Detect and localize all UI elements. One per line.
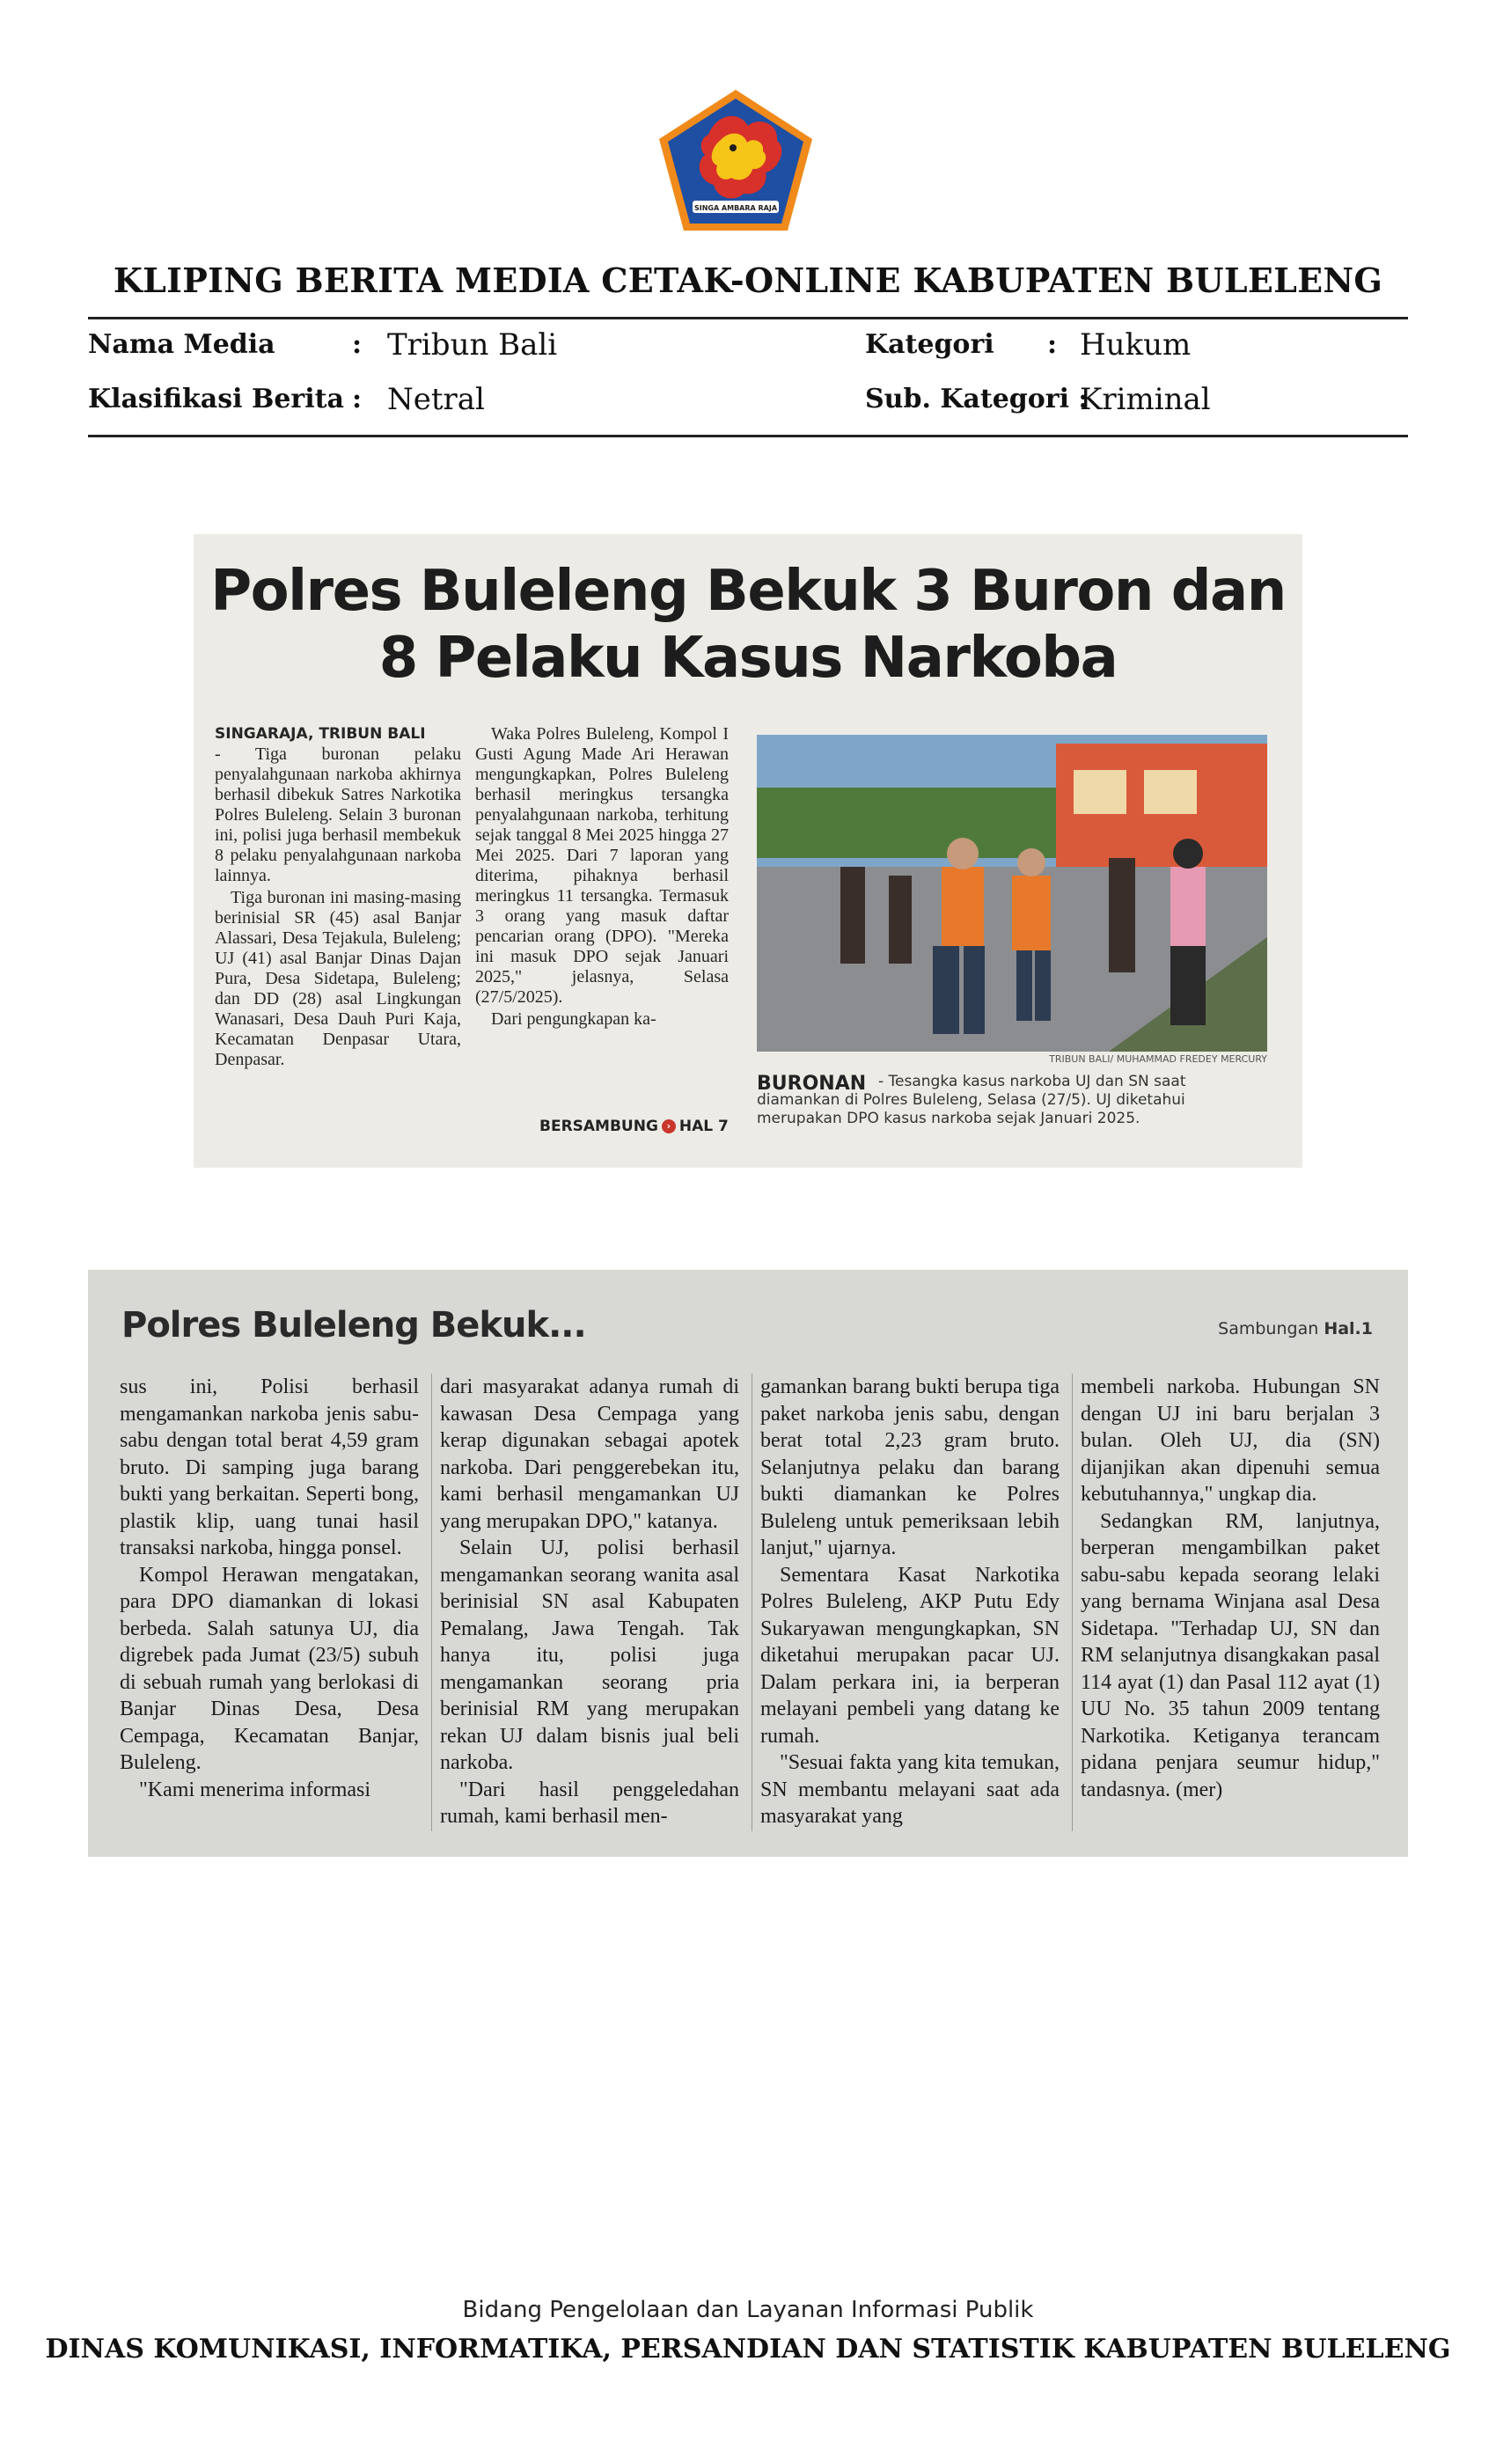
header-top-rule <box>88 317 1408 319</box>
media-value: Tribun Bali <box>387 327 558 363</box>
media-colon: : <box>352 329 363 360</box>
article-paragraph: membeli narkoba. Hubungan SN dengan UJ ini baru berjalan 3 bulan. Oleh UJ, dia (SN) dijanjikan akan dipenuhi semua kebutuhannya," ungkap dia. <box>1081 1375 1380 1506</box>
klasifikasi-label: Klasifikasi Berita <box>88 384 344 414</box>
logo-lettering: SINGA AMBARA RAJA <box>693 204 778 212</box>
subkategori-value: Kriminal <box>1080 382 1211 417</box>
regency-logo <box>656 86 816 234</box>
news-photo <box>757 735 1267 1052</box>
column-divider <box>1072 1374 1073 1831</box>
headline-line-2: 8 Pelaku Kasus Narkoba <box>378 626 1118 691</box>
article-paragraph: - Tiga buronan pelaku penyalahgunaan narkoba akhirnya berhasil dibekuk Satres Narkotika Polres Buleleng. Selain 3 buronan ini, polisi juga berhasil membekuk 8 pelaku penyalahgunaan narkoba lainnya. <box>215 744 461 885</box>
footer-agency: DINAS KOMUNIKASI, INFORMATIKA, PERSANDIAN DAN STATISTIK KABUPATEN BULELENG <box>45 2334 1451 2365</box>
column-divider <box>431 1374 432 1831</box>
article-paragraph: Tiga buronan ini masing-masing berinisial SR (45) asal Banjar Alassari, Desa Tejakula, Buleleng; UJ (41) asal Banjar Dinas Dajan Pura, Desa Sidetapa, Buleleng; dan DD (28) asal Lingkungan Wanasari, Desa Dauh Puri Kaja, Kecamatan Denpasar Utara, Denpasar. <box>215 888 461 1069</box>
article-paragraph: "Sesuai fakta yang kita temukan, SN membantu melayani saat ada masyarakat yang <box>760 1751 1060 1828</box>
continuation-page: Hal.1 <box>1324 1319 1373 1338</box>
header-bottom-rule <box>88 435 1408 437</box>
article-paragraph: "Dari hasil penggeledahan rumah, kami berhasil men- <box>440 1778 739 1828</box>
dateline: SINGARAJA, TRIBUN BALI <box>215 725 426 743</box>
continuation-column-2 <box>440 1374 739 1836</box>
photo-credit: TRIBUN BALI/ MUHAMMAD FREDEY MERCURY <box>1049 1053 1267 1065</box>
continued-label: BERSAMBUNG <box>539 1118 658 1135</box>
news-clipping-continuation <box>88 1270 1408 1857</box>
article-paragraph: gamankan barang bukti berupa tiga paket narkoba jenis sabu, dengan berat total 2,23 gram bruto. Selanjutnya pelaku dan barang bukti diamankan ke Polres Buleleng untuk pemeriksaan lebih lanjut," ujarnya. <box>760 1375 1060 1559</box>
article-paragraph: Waka Polres Buleleng, Kompol I Gusti Agung Made Ari Herawan mengungkapkan, Polres Buleleng berhasil meringkus tersangka penyalahgunaan narkoba, terhitung sejak tanggal 8 Mei 2025 hingga 27 Mei 2025. Dari 7 laporan yang diterima, pihaknya berhasil meringkus 11 tersangka. Termasuk 3 orang yang masuk daftar pencarian orang (DPO). "Mereka ini masuk DPO sejak Januari 2025," jelasnya, Selasa (27/5/2025). <box>475 724 729 1007</box>
continuation-headline: Polres Buleleng Bekuk... <box>121 1305 586 1346</box>
photo-caption-lead: BURONAN <box>757 1073 867 1095</box>
continuation-column-3 <box>760 1374 1060 1836</box>
continuation-column-1 <box>120 1374 419 1836</box>
klasifikasi-value: Netral <box>387 382 485 417</box>
footer-unit: Bidang Pengelolaan dan Layanan Informasi Publik <box>462 2297 1034 2323</box>
media-label: Nama Media <box>88 329 275 360</box>
article-paragraph: Dari pengungkapan ka- <box>491 1009 656 1029</box>
continued-page: HAL 7 <box>678 1118 729 1135</box>
continuation-label: Sambungan <box>1218 1319 1319 1338</box>
klasifikasi-colon: : <box>352 384 363 414</box>
article-paragraph: Kompol Herawan mengatakan, para DPO diamankan di lokasi berbeda. Salah satunya UJ, dia digrebek pada Jumat (23/5) subuh di sebuah rumah yang berlokasi di Banjar Dinas Desa, Desa Cempaga, Kecamatan Banjar, Buleleng. <box>120 1563 419 1774</box>
document-title: KLIPING BERITA MEDIA CETAK-ONLINE KABUPATEN BULELENG <box>113 260 1383 300</box>
article-paragraph: Sementara Kasat Narkotika Polres Buleleng, AKP Putu Edy Sukaryawan mengungkapkan, SN diketahui merupakan pacar UJ. Dalam perkara ini, ia berperan melayani pembeli yang datang ke rumah. <box>760 1563 1060 1748</box>
continuation-column-4 <box>1081 1374 1380 1836</box>
kategori-label: Kategori <box>865 329 994 360</box>
article-paragraph: Selain UJ, polisi berhasil mengamankan seorang wanita asal berinisial SN asal Kabupaten Pemalang, Jawa Tengah. Tak hanya itu, polisi juga mengamankan seorang pria berinisial RM yang merupakan rekan UJ dalam bisnis jual beli narkoba. <box>440 1536 739 1774</box>
headline-line-1: Polres Buleleng Bekuk 3 Buron dan <box>210 559 1286 624</box>
continuation-marker <box>1218 1319 1373 1338</box>
subkategori-label: Sub. Kategori : <box>865 384 1089 414</box>
photo-caption: - Tesangka kasus narkoba UJ dan SN saat diamankan di Polres Buleleng, Selasa (27/5). UJ diketahui merupakan DPO kasus narkoba sejak Januari 2025. <box>757 1073 1186 1127</box>
continued-marker <box>539 1118 729 1135</box>
kategori-colon: : <box>1047 329 1058 360</box>
kategori-value: Hukum <box>1080 327 1192 363</box>
arrow-icon: › <box>662 1119 676 1133</box>
article-paragraph: "Kami menerima informasi <box>139 1778 371 1801</box>
article-paragraph: sus ini, Polisi berhasil mengamankan narkoba jenis sabu-sabu dengan total berat 4,59 gram bruto. Di samping juga barang bukti yang berkaitan. Seperti bong, plastik klip, uang tunai hasil transaksi narkoba, hingga ponsel. <box>120 1375 419 1559</box>
news-clipping-front-page <box>194 534 1302 1168</box>
article-paragraph: Sedangkan RM, lanjutnya, berperan mengambilkan paket sabu-sabu kepada seorang lelaki yang bernama Winjana asal Desa Sidetapa. "Terhadap UJ, SN dan RM selanjutnya disangkakan pasal 114 ayat (1) dan Pasal 112 ayat (1) UU No. 35 tahun 2009 tentang Narkotika. Ketiganya terancam pidana penjara seumur hidup," tandasnya. (mer) <box>1081 1509 1380 1801</box>
article-column-2 <box>475 724 729 1111</box>
article-paragraph: dari masyarakat adanya rumah di kawasan Desa Cempaga yang kerap digunakan sebagai apotek narkoba. Dari penggerebekan itu, kami berhasil mengamankan UJ yang merupakan DPO," katanya. <box>440 1375 739 1533</box>
article-column-1 <box>215 724 461 1138</box>
